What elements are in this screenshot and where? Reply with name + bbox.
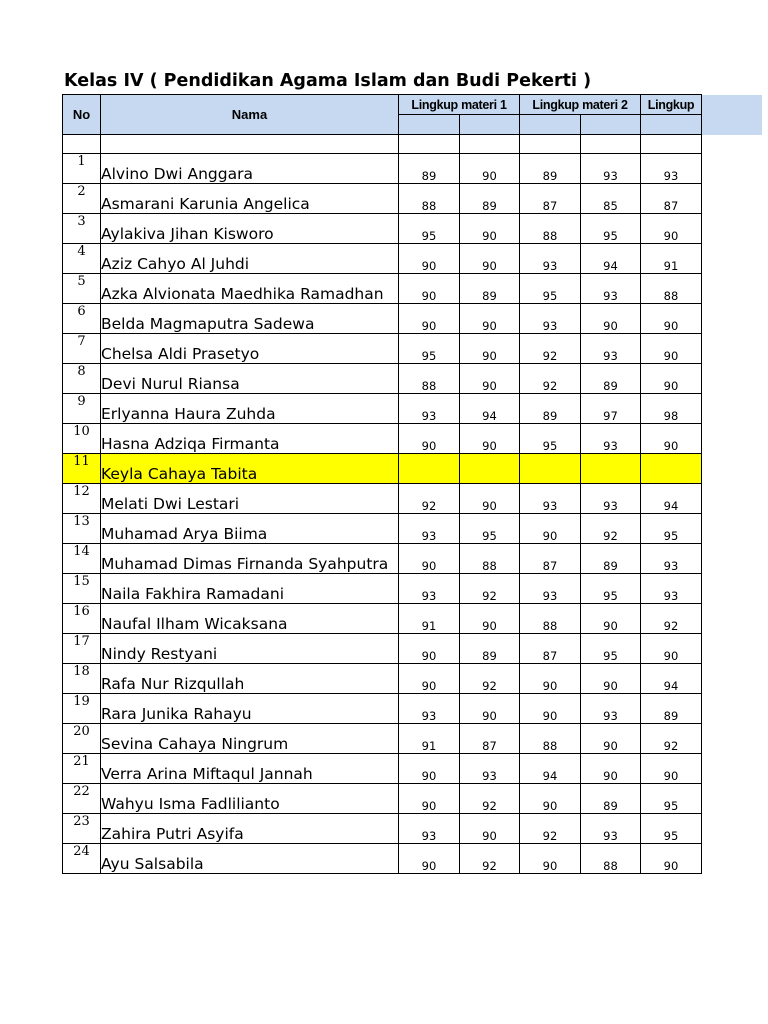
score-cell[interactable]: 89 xyxy=(460,184,520,214)
score-cell[interactable]: 90 xyxy=(581,724,641,754)
score-cell[interactable]: 95 xyxy=(520,424,581,454)
score-cell[interactable]: 89 xyxy=(581,544,641,574)
student-name-cell[interactable]: Keyla Cahaya Tabita xyxy=(101,454,399,484)
score-cell[interactable]: 90 xyxy=(399,544,460,574)
score-cell[interactable]: 92 xyxy=(581,514,641,544)
score-cell[interactable]: 92 xyxy=(520,364,581,394)
score-cell[interactable]: 95 xyxy=(641,514,702,544)
score-cell[interactable] xyxy=(520,454,581,484)
score-cell[interactable]: 89 xyxy=(520,154,581,184)
score-cell[interactable]: 90 xyxy=(581,304,641,334)
score-cell[interactable]: 90 xyxy=(399,844,460,874)
grade-table xyxy=(62,94,702,874)
subheader-cell[interactable] xyxy=(581,115,641,135)
row-number-cell[interactable]: 18 xyxy=(63,664,101,694)
score-cell[interactable]: 95 xyxy=(460,514,520,544)
score-cell[interactable]: 87 xyxy=(641,184,702,214)
student-name-cell[interactable]: Ayu Salsabila xyxy=(101,844,399,874)
score-cell[interactable]: 93 xyxy=(581,484,641,514)
score-cell[interactable]: 93 xyxy=(520,484,581,514)
student-name-cell[interactable]: Erlyanna Haura Zuhda xyxy=(101,394,399,424)
score-cell[interactable]: 90 xyxy=(520,844,581,874)
score-cell[interactable]: 90 xyxy=(520,784,581,814)
score-cell[interactable]: 93 xyxy=(399,394,460,424)
score-cell[interactable]: 90 xyxy=(460,814,520,844)
score-cell[interactable]: 95 xyxy=(581,634,641,664)
student-name-cell[interactable]: Alvino Dwi Anggara xyxy=(101,154,399,184)
score-cell[interactable]: 90 xyxy=(520,694,581,724)
score-cell[interactable]: 90 xyxy=(460,484,520,514)
score-cell[interactable]: 90 xyxy=(460,604,520,634)
score-cell[interactable]: 87 xyxy=(460,724,520,754)
row-number-cell[interactable]: 2 xyxy=(63,184,101,214)
score-cell[interactable]: 90 xyxy=(641,754,702,784)
spacer-cell xyxy=(520,135,581,154)
score-cell[interactable]: 93 xyxy=(399,814,460,844)
score-cell[interactable] xyxy=(641,454,702,484)
row-number-cell[interactable]: 8 xyxy=(63,364,101,394)
score-cell[interactable]: 90 xyxy=(581,604,641,634)
spacer-cell xyxy=(101,135,399,154)
table-row xyxy=(63,424,702,454)
score-cell[interactable]: 89 xyxy=(460,634,520,664)
score-cell[interactable]: 90 xyxy=(460,304,520,334)
score-cell[interactable]: 85 xyxy=(581,184,641,214)
score-cell[interactable]: 89 xyxy=(460,274,520,304)
score-cell[interactable]: 90 xyxy=(460,334,520,364)
student-name-cell[interactable]: Azka Alvionata Maedhika Ramadhan xyxy=(101,274,399,304)
table-row xyxy=(63,844,702,874)
score-cell[interactable] xyxy=(460,454,520,484)
table-row xyxy=(63,784,702,814)
table-row xyxy=(63,664,702,694)
table-row xyxy=(63,514,702,544)
student-name-cell[interactable]: Sevina Cahaya Ningrum xyxy=(101,724,399,754)
row-number-cell[interactable]: 19 xyxy=(63,694,101,724)
score-cell[interactable]: 90 xyxy=(460,154,520,184)
row-number-cell[interactable]: 3 xyxy=(63,214,101,244)
score-cell[interactable]: 90 xyxy=(460,214,520,244)
score-cell[interactable]: 90 xyxy=(399,424,460,454)
student-name-cell[interactable]: Muhamad Dimas Firnanda Syahputra xyxy=(101,544,399,574)
row-number-cell[interactable]: 23 xyxy=(63,814,101,844)
score-cell[interactable]: 88 xyxy=(520,214,581,244)
row-number-cell[interactable]: 16 xyxy=(63,604,101,634)
score-cell[interactable]: 95 xyxy=(399,214,460,244)
score-cell[interactable]: 90 xyxy=(399,274,460,304)
table-row xyxy=(63,214,702,244)
score-cell[interactable]: 90 xyxy=(399,784,460,814)
row-number-cell[interactable]: 24 xyxy=(63,844,101,874)
score-cell[interactable]: 87 xyxy=(520,634,581,664)
score-cell[interactable]: 92 xyxy=(520,814,581,844)
score-cell[interactable]: 90 xyxy=(399,634,460,664)
score-cell[interactable]: 92 xyxy=(641,604,702,634)
score-cell[interactable]: 93 xyxy=(520,244,581,274)
table-row xyxy=(63,724,702,754)
row-number-cell[interactable]: 14 xyxy=(63,544,101,574)
score-cell[interactable]: 90 xyxy=(460,244,520,274)
score-cell[interactable]: 88 xyxy=(399,364,460,394)
table-row xyxy=(63,304,702,334)
student-name-cell[interactable]: Belda Magmaputra Sadewa xyxy=(101,304,399,334)
column-header-no[interactable]: No xyxy=(63,95,101,135)
student-name-cell[interactable]: Hasna Adziqa Firmanta xyxy=(101,424,399,454)
table-row xyxy=(63,334,702,364)
subheader-cell[interactable] xyxy=(641,115,702,135)
student-name-cell[interactable]: Muhamad Arya Biima xyxy=(101,514,399,544)
score-cell[interactable]: 88 xyxy=(520,724,581,754)
column-header-lingkup-materi-1[interactable]: Lingkup materi 1 xyxy=(399,95,520,115)
table-body xyxy=(63,135,702,874)
table-row xyxy=(63,454,702,484)
student-name-cell[interactable]: Rafa Nur Rizqullah xyxy=(101,664,399,694)
table-row xyxy=(63,364,702,394)
score-cell[interactable]: 95 xyxy=(581,574,641,604)
score-cell[interactable]: 90 xyxy=(641,844,702,874)
row-number-cell[interactable]: 1 xyxy=(63,154,101,184)
score-cell[interactable]: 90 xyxy=(460,424,520,454)
row-number-cell[interactable]: 9 xyxy=(63,394,101,424)
score-cell[interactable]: 93 xyxy=(581,334,641,364)
table-row xyxy=(63,184,702,214)
score-cell[interactable]: 95 xyxy=(581,214,641,244)
score-cell[interactable]: 93 xyxy=(641,544,702,574)
score-cell[interactable]: 90 xyxy=(581,754,641,784)
score-cell[interactable]: 92 xyxy=(460,664,520,694)
subheader-cell[interactable] xyxy=(399,115,460,135)
spacer-cell xyxy=(460,135,520,154)
table-row xyxy=(63,154,702,184)
row-number-cell[interactable]: 7 xyxy=(63,334,101,364)
spacer-cell xyxy=(641,135,702,154)
score-cell[interactable]: 92 xyxy=(641,724,702,754)
spacer-cell xyxy=(581,135,641,154)
score-cell[interactable]: 93 xyxy=(581,154,641,184)
student-name-cell[interactable]: Nindy Restyani xyxy=(101,634,399,664)
score-cell[interactable]: 90 xyxy=(581,664,641,694)
score-cell[interactable]: 90 xyxy=(399,304,460,334)
score-cell[interactable]: 90 xyxy=(641,634,702,664)
score-cell[interactable]: 89 xyxy=(641,694,702,724)
score-cell[interactable]: 90 xyxy=(641,304,702,334)
student-name-cell[interactable]: Chelsa Aldi Prasetyo xyxy=(101,334,399,364)
score-cell[interactable]: 92 xyxy=(460,784,520,814)
score-cell[interactable]: 94 xyxy=(641,484,702,514)
score-cell[interactable]: 88 xyxy=(460,544,520,574)
row-number-cell[interactable]: 21 xyxy=(63,754,101,784)
score-cell[interactable]: 93 xyxy=(641,574,702,604)
score-cell[interactable]: 90 xyxy=(399,754,460,784)
row-number-cell[interactable]: 17 xyxy=(63,634,101,664)
score-cell[interactable]: 93 xyxy=(520,304,581,334)
score-cell[interactable] xyxy=(399,454,460,484)
score-cell[interactable]: 92 xyxy=(460,574,520,604)
subheader-cell[interactable] xyxy=(460,115,520,135)
table-row xyxy=(63,484,702,514)
spacer-row xyxy=(63,135,702,154)
score-cell[interactable]: 88 xyxy=(641,274,702,304)
score-cell[interactable]: 90 xyxy=(520,664,581,694)
spacer-cell xyxy=(63,135,101,154)
student-name-cell[interactable]: Rara Junika Rahayu xyxy=(101,694,399,724)
column-header-lingkup-materi-2[interactable]: Lingkup materi 2 xyxy=(520,95,641,115)
table-row xyxy=(63,814,702,844)
score-cell[interactable]: 91 xyxy=(641,244,702,274)
score-cell[interactable]: 89 xyxy=(581,364,641,394)
score-cell[interactable]: 90 xyxy=(399,664,460,694)
table-row xyxy=(63,544,702,574)
score-cell[interactable]: 89 xyxy=(520,394,581,424)
student-name-cell[interactable]: Aylakiva Jihan Kisworo xyxy=(101,214,399,244)
score-cell[interactable]: 93 xyxy=(581,274,641,304)
score-cell[interactable]: 93 xyxy=(520,574,581,604)
score-cell[interactable]: 90 xyxy=(641,364,702,394)
student-name-cell[interactable]: Naila Fakhira Ramadani xyxy=(101,574,399,604)
score-cell[interactable]: 94 xyxy=(641,664,702,694)
score-cell[interactable]: 93 xyxy=(581,814,641,844)
score-cell[interactable]: 88 xyxy=(581,844,641,874)
student-name-cell[interactable]: Asmarani Karunia Angelica xyxy=(101,184,399,214)
score-cell[interactable]: 93 xyxy=(399,694,460,724)
student-name-cell[interactable]: Wahyu Isma Fadlilianto xyxy=(101,784,399,814)
score-cell[interactable]: 90 xyxy=(399,244,460,274)
score-cell[interactable] xyxy=(581,454,641,484)
score-cell[interactable]: 88 xyxy=(520,604,581,634)
row-number-cell[interactable]: 4 xyxy=(63,244,101,274)
score-cell[interactable]: 93 xyxy=(581,424,641,454)
score-cell[interactable]: 94 xyxy=(581,244,641,274)
score-cell[interactable]: 97 xyxy=(581,394,641,424)
table-row xyxy=(63,244,702,274)
row-number-cell[interactable]: 15 xyxy=(63,574,101,604)
row-number-cell[interactable]: 10 xyxy=(63,424,101,454)
score-cell[interactable]: 95 xyxy=(641,814,702,844)
row-number-cell[interactable]: 5 xyxy=(63,274,101,304)
score-cell[interactable]: 89 xyxy=(581,784,641,814)
table-header xyxy=(63,95,702,135)
table-row xyxy=(63,394,702,424)
score-cell[interactable]: 93 xyxy=(399,574,460,604)
row-number-cell[interactable]: 11 xyxy=(63,454,101,484)
score-cell[interactable]: 87 xyxy=(520,184,581,214)
score-cell[interactable]: 94 xyxy=(520,754,581,784)
score-cell[interactable]: 95 xyxy=(520,274,581,304)
sheet-title: Kelas IV ( Pendidikan Agama Islam dan Budi Pekerti ) xyxy=(64,71,592,91)
row-number-cell[interactable]: 6 xyxy=(63,304,101,334)
table-row xyxy=(63,604,702,634)
score-cell[interactable]: 87 xyxy=(520,544,581,574)
score-cell[interactable]: 90 xyxy=(460,364,520,394)
row-number-cell[interactable]: 13 xyxy=(63,514,101,544)
column-header-lingkup[interactable]: Lingkup xyxy=(641,95,702,115)
score-cell[interactable]: 92 xyxy=(460,844,520,874)
subheader-cell[interactable] xyxy=(520,115,581,135)
student-name-cell[interactable]: Naufal Ilham Wicaksana xyxy=(101,604,399,634)
score-cell[interactable]: 91 xyxy=(399,724,460,754)
table-row xyxy=(63,754,702,784)
table-row xyxy=(63,574,702,604)
score-cell[interactable]: 95 xyxy=(399,334,460,364)
score-cell[interactable]: 90 xyxy=(641,214,702,244)
score-cell[interactable]: 91 xyxy=(399,604,460,634)
column-header-nama[interactable]: Nama xyxy=(101,95,399,135)
score-cell[interactable]: 89 xyxy=(399,154,460,184)
score-cell[interactable]: 90 xyxy=(641,334,702,364)
student-name-cell[interactable]: Melati Dwi Lestari xyxy=(101,484,399,514)
table-row xyxy=(63,694,702,724)
score-cell[interactable]: 94 xyxy=(460,394,520,424)
header-fill-extension xyxy=(701,95,762,135)
score-cell[interactable]: 95 xyxy=(641,784,702,814)
student-name-cell[interactable]: Zahira Putri Asyifa xyxy=(101,814,399,844)
score-cell[interactable]: 88 xyxy=(399,184,460,214)
row-number-cell[interactable]: 20 xyxy=(63,724,101,754)
row-number-cell[interactable]: 12 xyxy=(63,484,101,514)
score-cell[interactable]: 90 xyxy=(460,694,520,724)
score-cell[interactable]: 93 xyxy=(460,754,520,784)
table-row xyxy=(63,634,702,664)
spacer-cell xyxy=(399,135,460,154)
score-cell[interactable]: 90 xyxy=(520,514,581,544)
score-cell[interactable]: 92 xyxy=(399,484,460,514)
score-cell[interactable]: 92 xyxy=(520,334,581,364)
score-cell[interactable]: 90 xyxy=(641,424,702,454)
student-name-cell[interactable]: Verra Arina Miftaqul Jannah xyxy=(101,754,399,784)
student-name-cell[interactable]: Aziz Cahyo Al Juhdi xyxy=(101,244,399,274)
student-name-cell[interactable]: Devi Nurul Riansa xyxy=(101,364,399,394)
row-number-cell[interactable]: 22 xyxy=(63,784,101,814)
table-row xyxy=(63,274,702,304)
score-cell[interactable]: 93 xyxy=(641,154,702,184)
score-cell[interactable]: 93 xyxy=(399,514,460,544)
score-cell[interactable]: 93 xyxy=(581,694,641,724)
score-cell[interactable]: 98 xyxy=(641,394,702,424)
